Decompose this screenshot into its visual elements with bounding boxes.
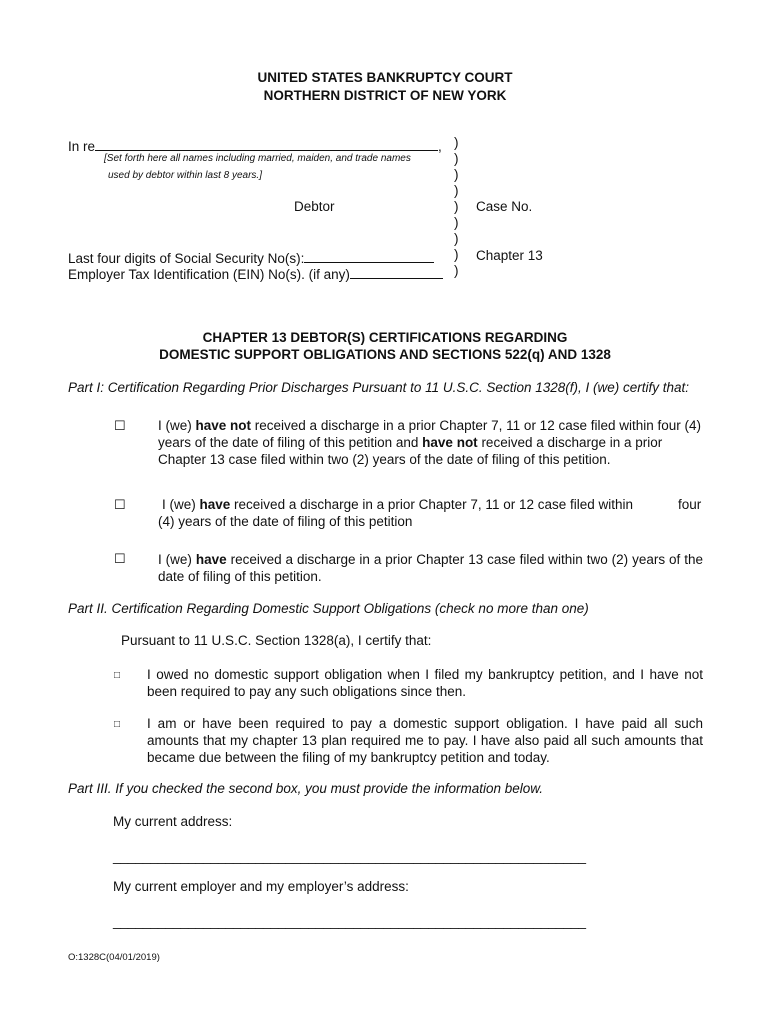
- ssn-label: Last four digits of Social Security No(s):: [68, 251, 305, 266]
- form-id: O:1328C(04/01/2019): [68, 952, 160, 963]
- part1-option3-text: I (we) have received a discharge in a prior Chapter 13 case filed within two (2) years of the date of filing of this petition.: [158, 552, 703, 584]
- court-name: UNITED STATES BANKRUPTCY COURT: [257, 70, 513, 85]
- paren: ): [454, 151, 459, 166]
- part2-checkbox-1[interactable]: □: [114, 670, 121, 681]
- part2-option2-text: I am or have been required to pay a domestic support obligation. I have paid all such amounts that my chapter 13 plan required me to pay. I have also paid all such amounts that became due between the filing of my bankruptcy petition and today.: [147, 716, 703, 765]
- names-instruction-line1: [Set forth here all names including married, maiden, and trade names: [104, 153, 411, 164]
- part3-heading: Part III. If you checked the second box, you must provide the information below.: [68, 781, 544, 796]
- court-district: NORTHERN DISTRICT OF NEW YORK: [263, 88, 507, 103]
- chapter-label: Chapter 13: [476, 248, 543, 263]
- ein-label: Employer Tax Identification (EIN) No(s). (if any): [68, 267, 350, 282]
- names-instruction-line2: used by debtor within last 8 years.]: [108, 170, 262, 181]
- in-re-comma: ,: [438, 139, 442, 154]
- part2-heading: Part II. Certification Regarding Domestic Support Obligations (check no more than one): [68, 601, 589, 616]
- case-number-label: Case No.: [476, 199, 533, 214]
- paren: ): [454, 183, 459, 198]
- part2-intro: Pursuant to 11 U.S.C. Section 1328(a), I certify that:: [121, 633, 432, 648]
- paren: ): [454, 247, 459, 262]
- part2-option1-text: I owed no domestic support obligation when I filed my bankruptcy petition, and I have not been required to pay any such obligations since then.: [147, 667, 703, 699]
- paren: ): [454, 263, 459, 278]
- form-title-line2: DOMESTIC SUPPORT OBLIGATIONS AND SECTIONS 522(q) AND 1328: [159, 347, 611, 362]
- paren: ): [454, 231, 459, 246]
- part1-option2-line1: I (we) have received a discharge in a prior Chapter 7, 11 or 12 case filed within: [162, 497, 634, 512]
- debtor-label: Debtor: [294, 199, 335, 214]
- caption-paren-column: [454, 135, 459, 279]
- paren: ): [454, 215, 459, 230]
- form-title-line1: CHAPTER 13 DEBTOR(S) CERTIFICATIONS REGARDING: [202, 330, 568, 345]
- part1-option1-text: I (we) have not received a discharge in a prior Chapter 7, 11 or 12 case filed within four (4) years of the date of filing of this petition and have not received a discharge in a prior Chapter 13 case filed within two (2) years of the date of filing of this petition.: [158, 418, 702, 467]
- in-re-label: In re: [68, 139, 96, 154]
- part1-checkbox-2[interactable]: ☐: [114, 497, 126, 512]
- paren: ): [454, 167, 459, 182]
- part1-heading: Part I: Certification Regarding Prior Discharges Pursuant to 11 U.S.C. Section 1328(f), I (we) certify that:: [68, 380, 690, 395]
- ein-field[interactable]: [350, 264, 443, 279]
- paren: ): [454, 135, 459, 150]
- part1-checkbox-3[interactable]: ☐: [114, 551, 126, 566]
- paren: ): [454, 199, 459, 214]
- employer-address-line[interactable]: _______________________________________________________________: [113, 914, 587, 929]
- in-re-row: [68, 136, 442, 154]
- current-address-line[interactable]: _______________________________________________________________: [113, 849, 587, 864]
- part2-checkbox-2[interactable]: □: [114, 719, 121, 730]
- part1-option2-four: four: [678, 497, 702, 512]
- employer-address-label: My current employer and my employer’s address:: [113, 879, 409, 894]
- ssn-field[interactable]: [304, 248, 434, 263]
- part1-checkbox-1[interactable]: ☐: [114, 418, 126, 433]
- ein-row: [68, 264, 443, 282]
- current-address-label: My current address:: [113, 814, 233, 829]
- debtor-name-field[interactable]: [95, 136, 438, 151]
- part1-option2-line2: (4) years of the date of filing of this petition: [158, 514, 413, 529]
